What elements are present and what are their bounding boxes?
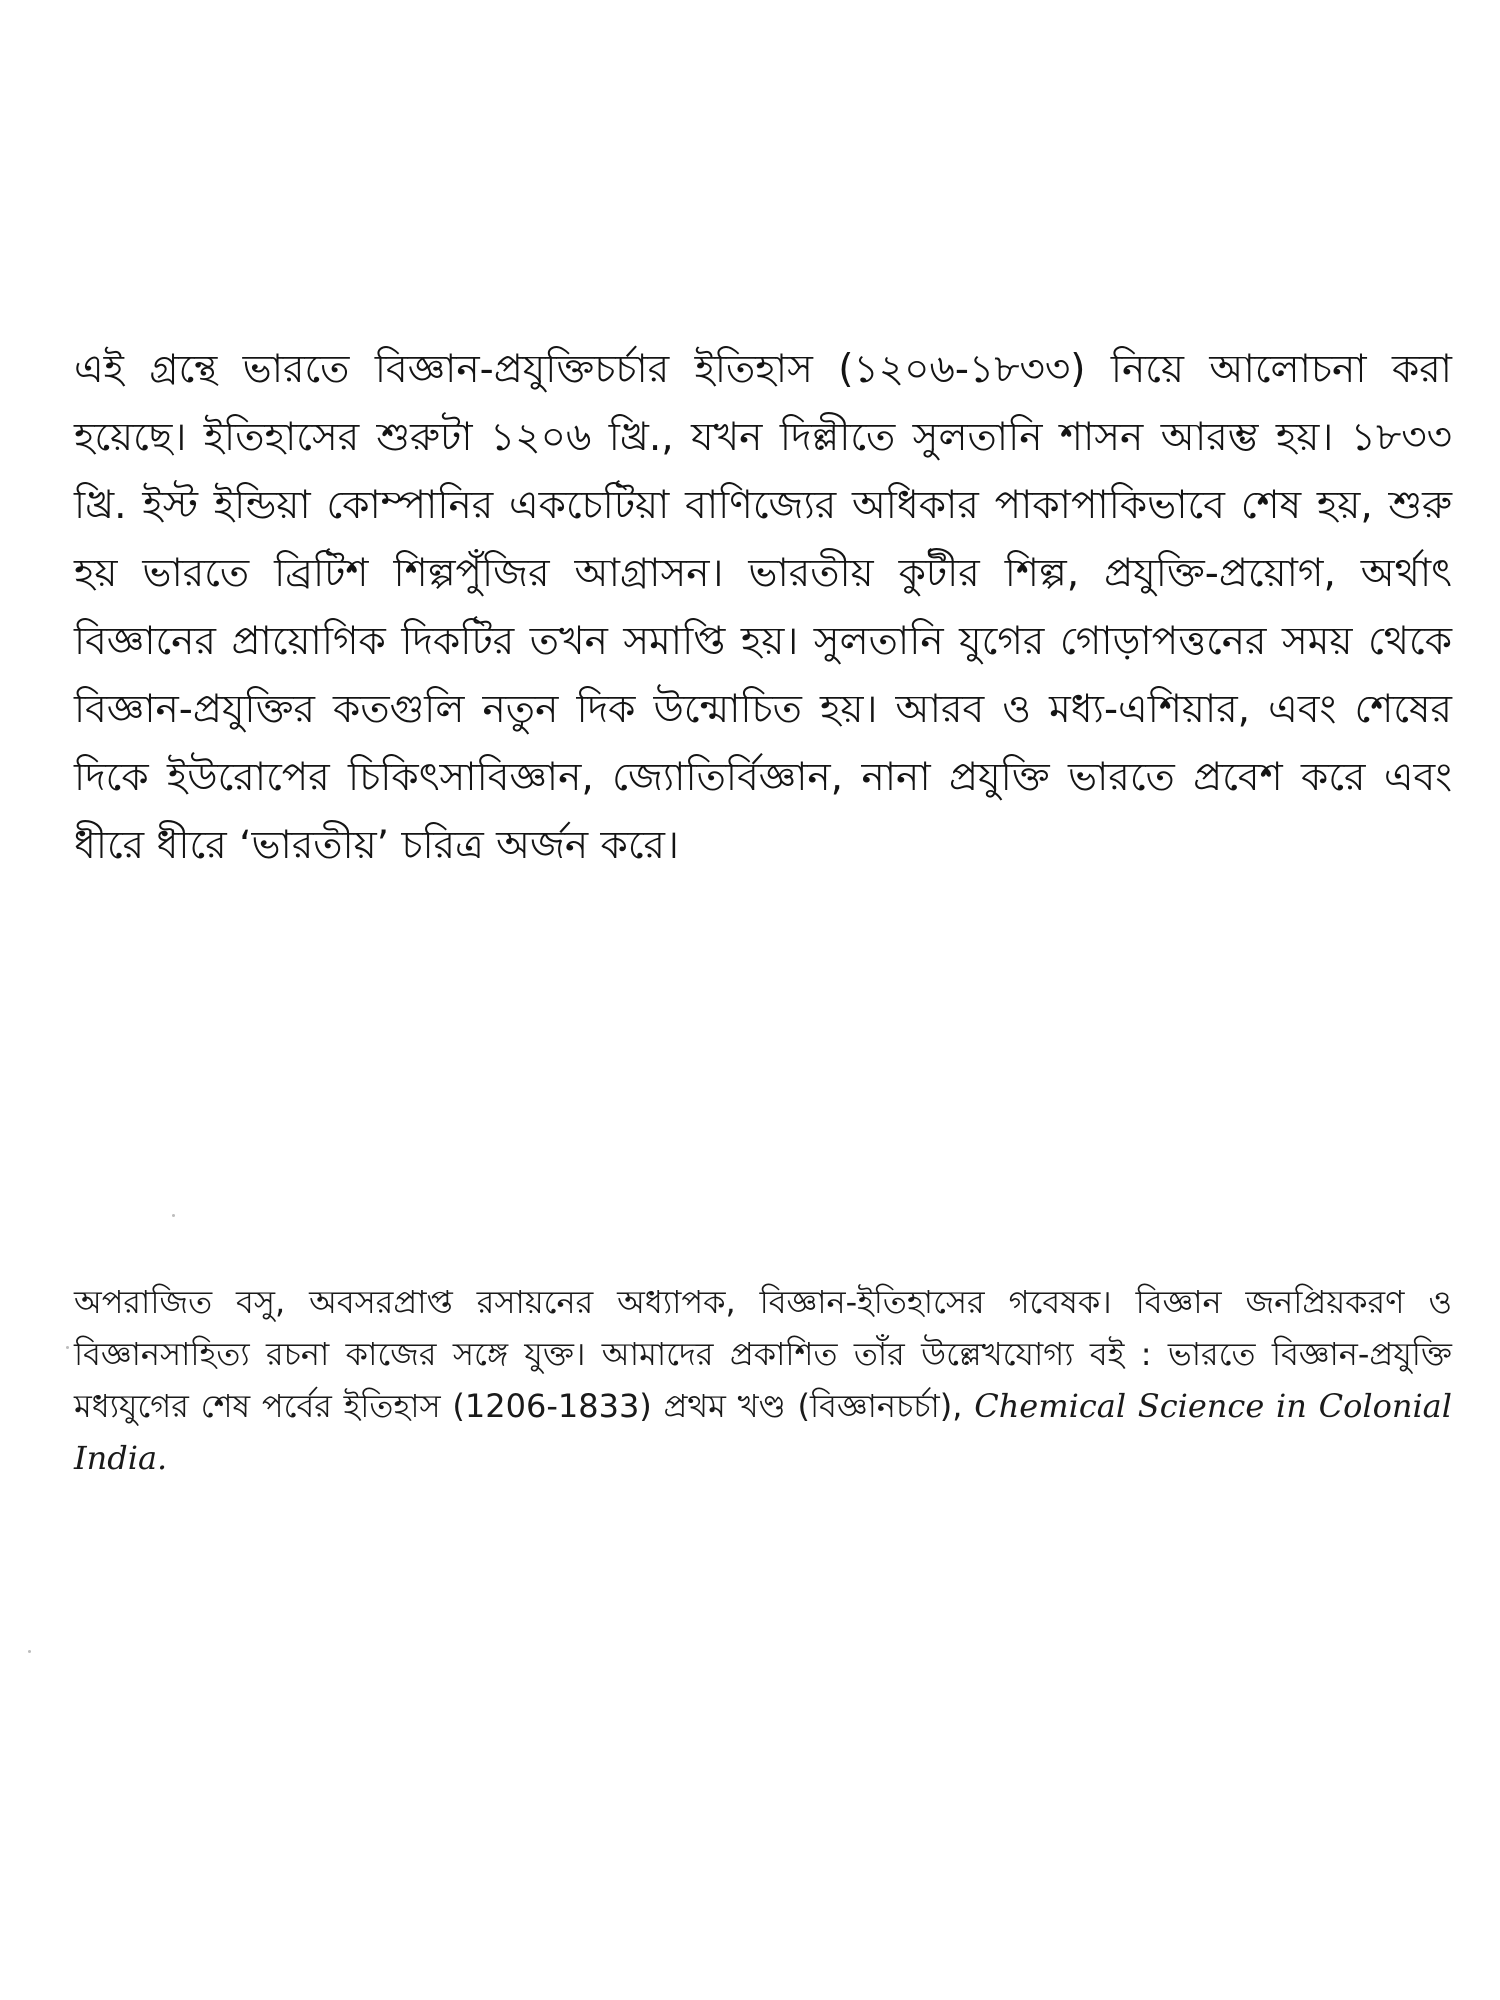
paper-speck — [172, 1214, 175, 1217]
author-note-text: অপরাজিত বসু, অবসরপ্রাপ্ত রসায়নের অধ্যাপক, বিজ্ঞান-ইতিহাসের গবেষক। বিজ্ঞান জনপ্রিয়করণ ও বিজ্ঞানসাহিত্য রচনা কাজের সঙ্গে যুক্ত। আমাদের প্রকাশিত তাঁর উল্লেখযোগ্য বই : ভারতে বিজ্ঞান-প্রযুক্তি মধ্যযুগের শেষ পর্বের ইতিহাস (1206-1833) প্রথম খণ্ড (বিজ্ঞানচর্চা), — [74, 1283, 1452, 1425]
english-book-title: Chemical Science in Colonial India. — [74, 1387, 1452, 1477]
author-note-paragraph — [74, 1276, 1452, 1484]
blurb-text: এই গ্রন্থে ভারতে বিজ্ঞান-প্রযুক্তিচর্চার ইতিহাস (১২০৬-১৮৩৩) নিয়ে আলোচনা করা হয়েছে। ইতিহাসের শুরুটা ১২০৬ খ্রি., যখন দিল্লীতে সুলতানি শাসন আরম্ভ হয়। ১৮৩৩ খ্রি. ইস্ট ইন্ডিয়া কোম্পানির একচেটিয়া বাণিজ্যের অধিকার পাকাপাকিভাবে শেষ হয়, শুরু হয় ভারতে ব্রিটিশ শিল্পপুঁজির আগ্রাসন। ভারতীয় কুটীর শিল্প, প্রযুক্তি-প্রয়োগ, অর্থাৎ বিজ্ঞানের প্রায়োগিক দিকটির তখন সমাপ্তি হয়। সুলতানি যুগের গোড়াপত্তনের সময় থেকে বিজ্ঞান-প্রযুক্তির কতগুলি নতুন দিক উন্মোচিত হয়। আরব ও মধ্য-এশিয়ার, এবং শেষের দিকে ইউরোপের চিকিৎসাবিজ্ঞান, জ্যোতির্বিজ্ঞান, নানা প্রযুক্তি ভারতে প্রবেশ করে এবং ধীরে ধীরে ‘ভারতীয়’ চরিত্র অর্জন করে। — [74, 347, 1452, 868]
paper-speck — [28, 1650, 31, 1653]
book-blurb-paragraph — [74, 336, 1452, 880]
paper-speck — [66, 1346, 69, 1349]
